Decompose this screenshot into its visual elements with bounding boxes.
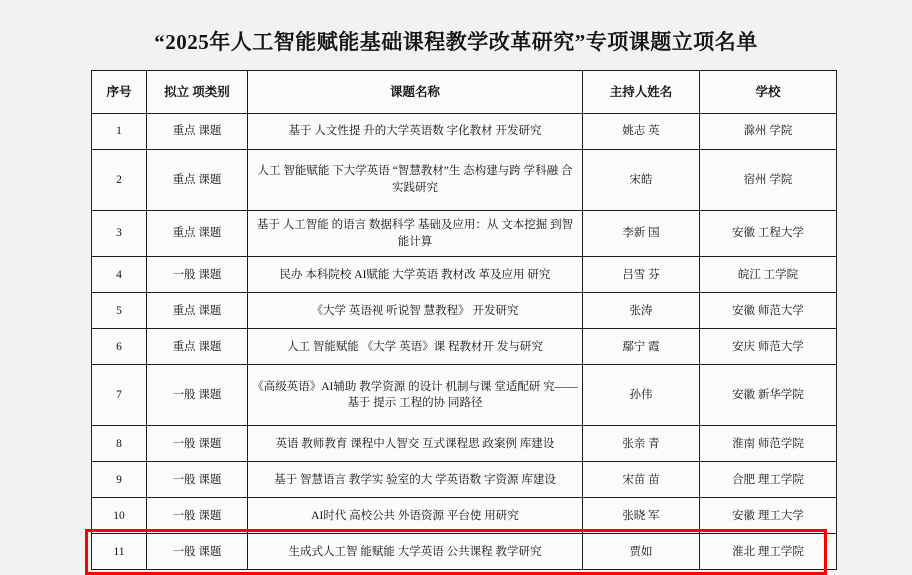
cell-name: 基于 人文性提 升的大学英语数 字化教材 开发研究 xyxy=(248,114,583,150)
table-row-highlighted xyxy=(92,534,837,570)
cell-leader: 张涛 xyxy=(583,293,700,329)
table-row xyxy=(92,257,837,293)
cell-name: 人工 智能赋能 下大学英语 “智慧教材”生 态构建与跨 学科融 合实践研究 xyxy=(248,150,583,211)
column-header-index: 序号 xyxy=(92,71,147,114)
cell-category: 一般 课题 xyxy=(147,498,248,534)
cell-index: 10 xyxy=(92,498,147,534)
cell-name: 人工 智能赋能 《大学 英语》课 程教材开 发与研究 xyxy=(248,329,583,365)
cell-school: 安徽 工程大学 xyxy=(700,211,837,257)
cell-index: 4 xyxy=(92,257,147,293)
cell-leader: 姚志 英 xyxy=(583,114,700,150)
cell-category: 一般 课题 xyxy=(147,534,248,570)
cell-school: 安徽 理工大学 xyxy=(700,498,837,534)
cell-index: 8 xyxy=(92,426,147,462)
cell-category: 一般 课题 xyxy=(147,462,248,498)
cell-category: 一般 课题 xyxy=(147,257,248,293)
cell-school: 安徽 师范大学 xyxy=(700,293,837,329)
cell-index: 2 xyxy=(92,150,147,211)
table-row xyxy=(92,365,837,426)
cell-index: 11 xyxy=(92,534,147,570)
cell-school: 淮南 师范学院 xyxy=(700,426,837,462)
cell-name: 《大学 英语视 听说智 慧教程》 开发研究 xyxy=(248,293,583,329)
column-header-category: 拟立 项类别 xyxy=(147,71,248,114)
project-listing-table xyxy=(91,70,837,570)
table-row xyxy=(92,114,837,150)
cell-name: 基于 人工智能 的语言 数据科学 基础及应用：从 文本挖掘 到智能计算 xyxy=(248,211,583,257)
cell-category: 重点 课题 xyxy=(147,150,248,211)
cell-name: 生成式人工智 能赋能 大学英语 公共课程 教学研究 xyxy=(248,534,583,570)
cell-category: 一般 课题 xyxy=(147,365,248,426)
cell-school: 合肥 理工学院 xyxy=(700,462,837,498)
cell-name: AI时代 高校公共 外语资源 平台使 用研究 xyxy=(248,498,583,534)
table-container xyxy=(91,70,821,570)
cell-school: 安庆 师范大学 xyxy=(700,329,837,365)
cell-name: 民办 本科院校 AI赋能 大学英语 教材改 革及应用 研究 xyxy=(248,257,583,293)
column-header-leader: 主持人姓名 xyxy=(583,71,700,114)
cell-index: 9 xyxy=(92,462,147,498)
cell-leader: 孙伟 xyxy=(583,365,700,426)
cell-leader: 李新 国 xyxy=(583,211,700,257)
column-header-school: 学校 xyxy=(700,71,837,114)
cell-name: 《高级英语》AI辅助 教学资源 的设计 机制与课 堂适配研 究——基于 提示 工程的协 同路径 xyxy=(248,365,583,426)
page-title: “2025年人工智能赋能基础课程教学改革研究”专项课题立项名单 xyxy=(154,30,758,54)
cell-index: 5 xyxy=(92,293,147,329)
cell-school: 宿州 学院 xyxy=(700,150,837,211)
table-row xyxy=(92,293,837,329)
cell-index: 3 xyxy=(92,211,147,257)
cell-leader: 宋苗 苗 xyxy=(583,462,700,498)
cell-school: 安徽 新华学院 xyxy=(700,365,837,426)
table-row xyxy=(92,211,837,257)
cell-index: 1 xyxy=(92,114,147,150)
cell-leader: 吕雪 芬 xyxy=(583,257,700,293)
table-row xyxy=(92,329,837,365)
cell-category: 重点 课题 xyxy=(147,329,248,365)
cell-leader: 宋皓 xyxy=(583,150,700,211)
cell-name: 基于 智慧语言 教学实 验室的大 学英语数 字资源 库建设 xyxy=(248,462,583,498)
cell-category: 一般 课题 xyxy=(147,426,248,462)
cell-leader: 鄢宁 霞 xyxy=(583,329,700,365)
table-row xyxy=(92,150,837,211)
cell-school: 皖江 工学院 xyxy=(700,257,837,293)
cell-leader: 张亲 青 xyxy=(583,426,700,462)
table-header xyxy=(92,71,837,114)
table-row xyxy=(92,462,837,498)
cell-index: 7 xyxy=(92,365,147,426)
cell-school: 滁州 学院 xyxy=(700,114,837,150)
cell-category: 重点 课题 xyxy=(147,211,248,257)
cell-leader: 贾如 xyxy=(583,534,700,570)
column-header-name: 课题名称 xyxy=(248,71,583,114)
table-row xyxy=(92,498,837,534)
table-row xyxy=(92,426,837,462)
cell-index: 6 xyxy=(92,329,147,365)
table-body xyxy=(92,114,837,570)
cell-name: 英语 教师教育 课程中人智交 互式课程思 政案例 库建设 xyxy=(248,426,583,462)
cell-category: 重点 课题 xyxy=(147,293,248,329)
table-header-row xyxy=(92,71,837,114)
cell-school: 淮北 理工学院 xyxy=(700,534,837,570)
cell-category: 重点 课题 xyxy=(147,114,248,150)
cell-leader: 张晓 军 xyxy=(583,498,700,534)
